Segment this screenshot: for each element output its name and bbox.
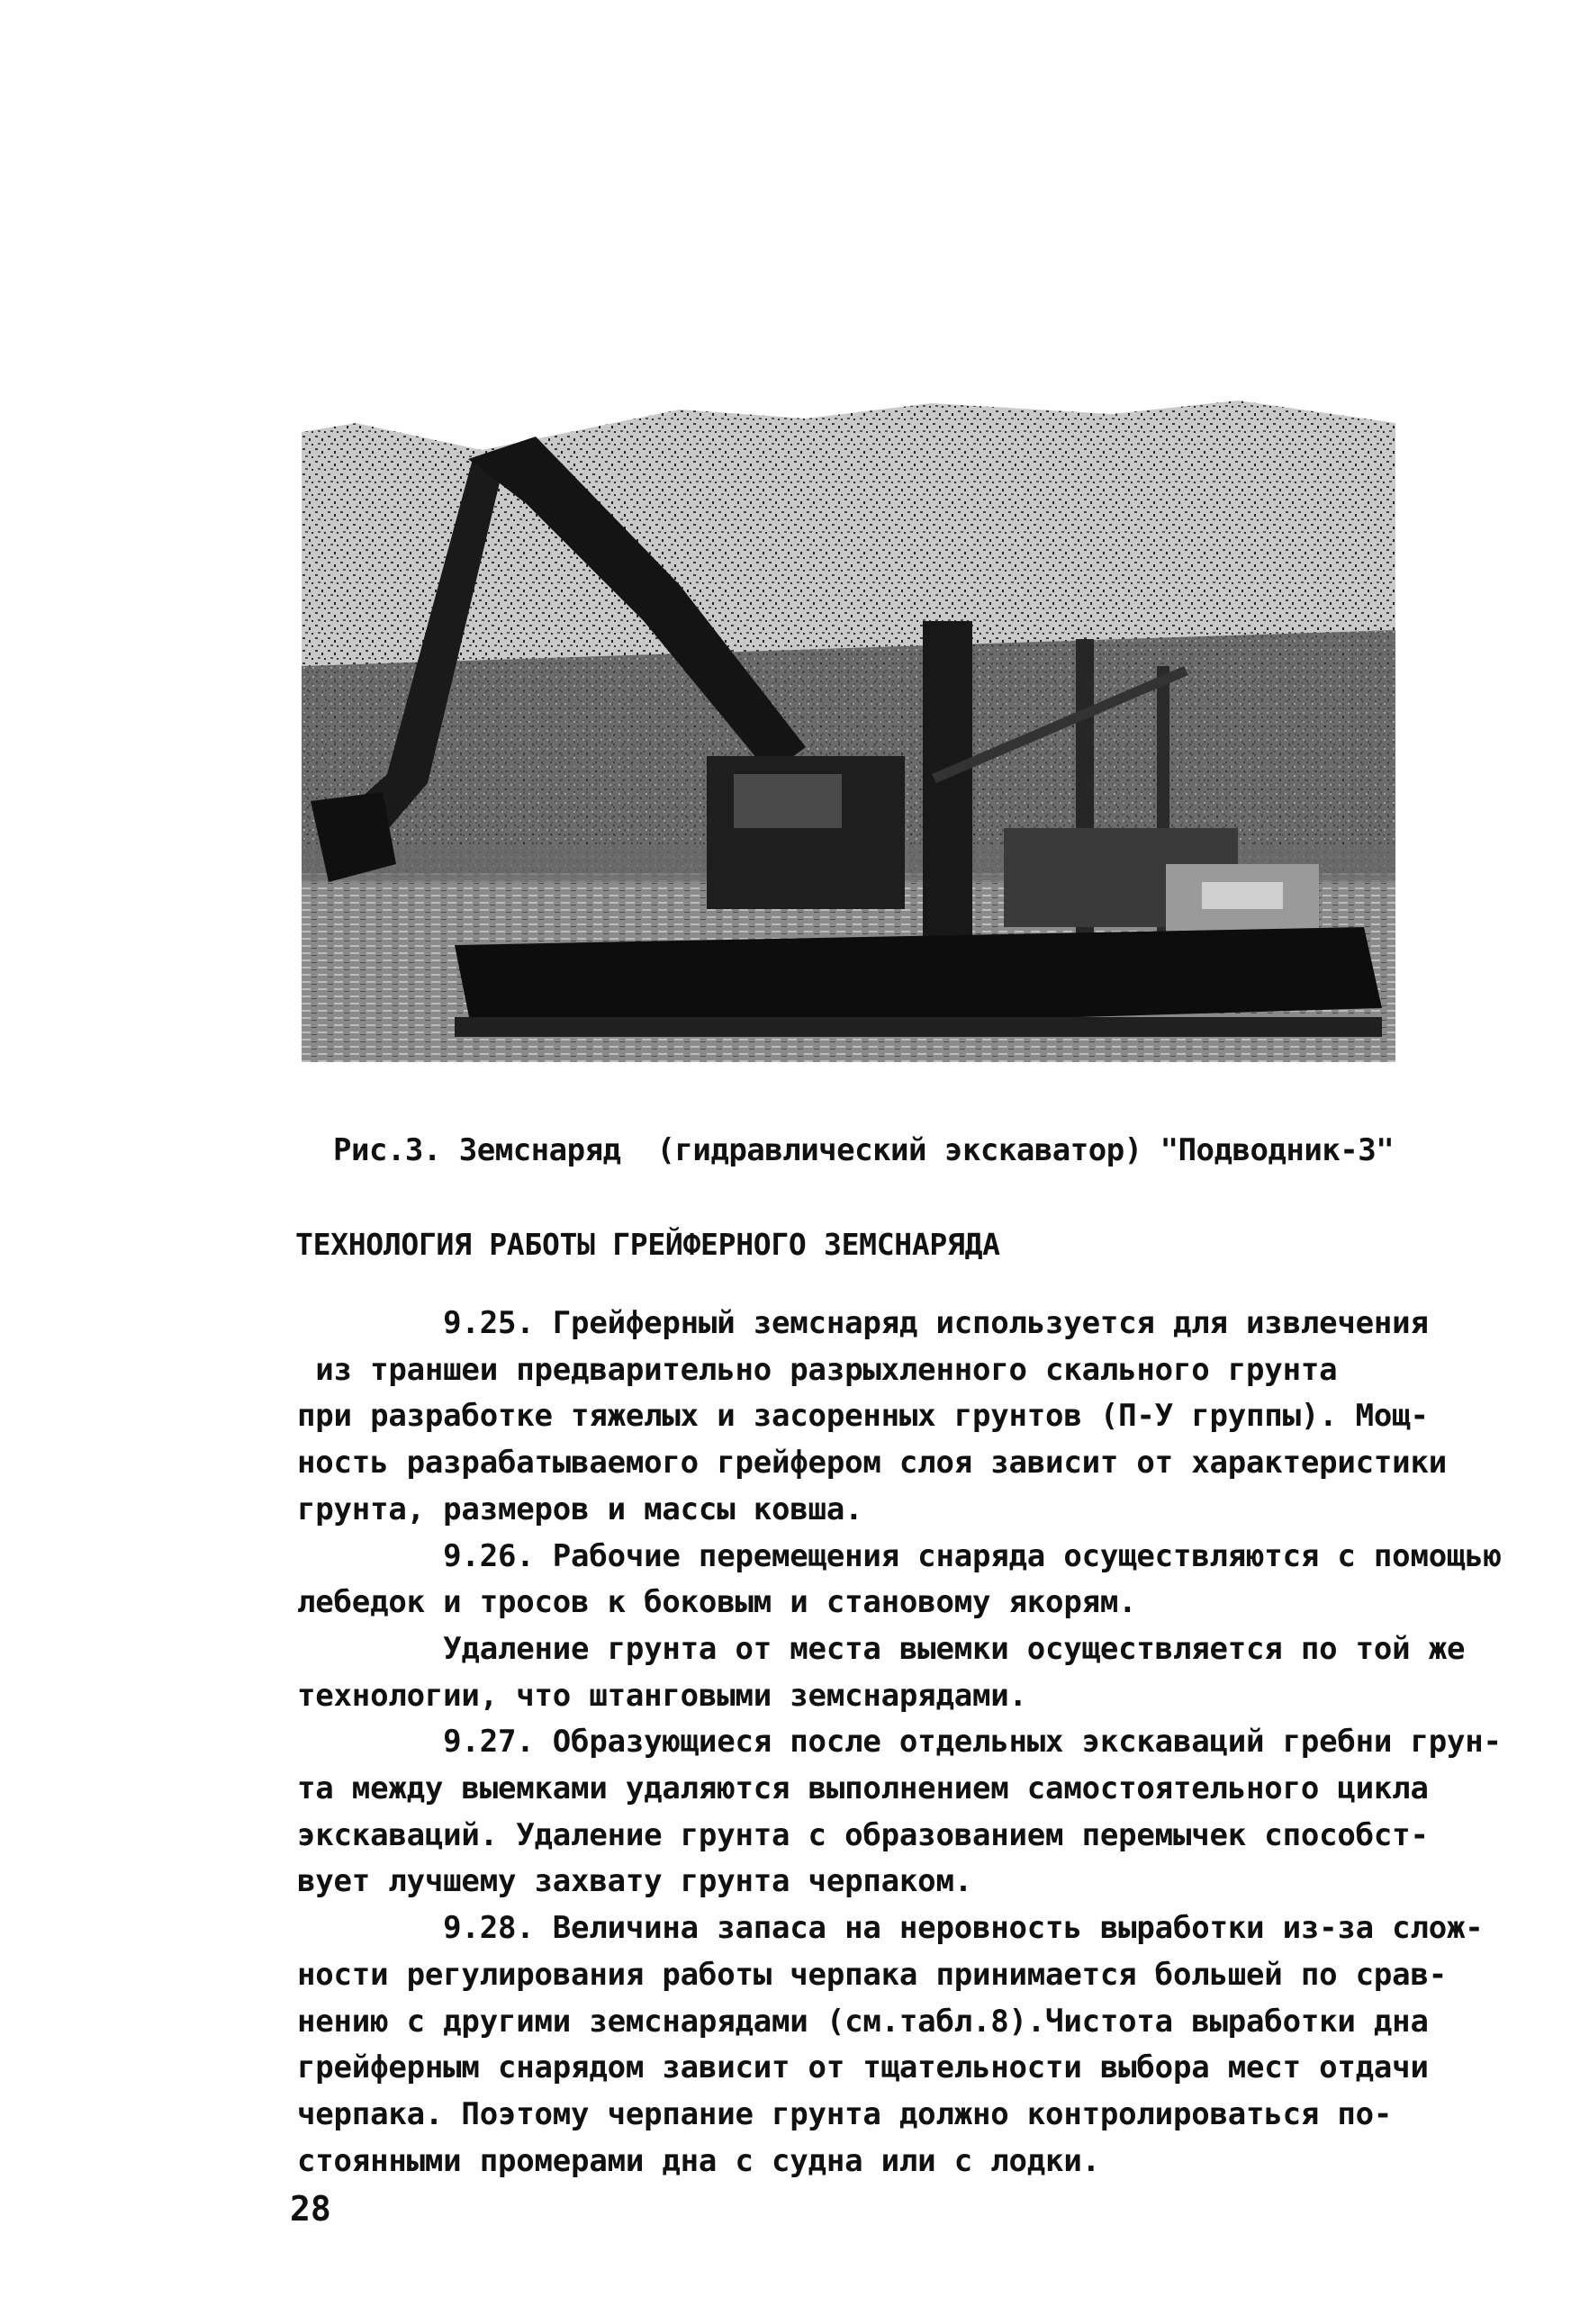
text-line: 9.28. Величина запаса на неровность выработки из-за слож- bbox=[297, 1910, 1484, 1947]
photo-dredger bbox=[302, 396, 1395, 1062]
text-line: при разработке тяжелых и засоренных грунтов (П-У группы). Мощ- bbox=[297, 1398, 1429, 1435]
page-number: 28 bbox=[290, 2189, 331, 2229]
text-line: стоянными промерами дна с судна или с лодки. bbox=[297, 2142, 1100, 2179]
text-line: из траншеи предварительно разрыхленного скального грунта bbox=[297, 1351, 1338, 1388]
text-line: грейферным снарядом зависит от тщательности выбора мест отдачи bbox=[297, 2049, 1429, 2086]
text-line: 9.26. Рабочие перемещения снаряда осуществляются с помощью bbox=[297, 1537, 1502, 1574]
figure-caption: Рис.3. Земснаряд (гидравлический экскаватор) "Подводник-3" bbox=[333, 1132, 1395, 1168]
text-line: технологии, что штанговыми земснарядами. bbox=[297, 1677, 1027, 1714]
text-line: Удаление грунта от места выемки осуществляется по той же bbox=[297, 1630, 1466, 1667]
text-line: ность разрабатываемого грейфером слоя зависит от характеристики bbox=[297, 1445, 1447, 1482]
text-line: нению с другими земснарядами (см.табл.8).Чистота выработки дна bbox=[297, 2003, 1429, 2040]
body-text bbox=[297, 1301, 1502, 2184]
text-line: черпака. Поэтому черпание грунта должно контролироваться по- bbox=[297, 2095, 1393, 2132]
text-line: 9.27. Образующиеся после отдельных экскаваций гребни грун- bbox=[297, 1724, 1502, 1761]
text-line: та между выемками удаляются выполнением самостоятельного цикла bbox=[297, 1770, 1429, 1807]
text-line: грунта, размеров и массы ковша. bbox=[297, 1491, 863, 1527]
text-line: 9.25. Грейферный земснаряд используется для извлечения bbox=[297, 1305, 1429, 1341]
section-heading: ТЕХНОЛОГИЯ РАБОТЫ ГРЕЙФЕРНОГО ЗЕМСНАРЯДА bbox=[295, 1227, 1000, 1262]
text-line: вует лучшему захвату грунта черпаком. bbox=[297, 1863, 972, 1900]
text-line: экскаваций. Удаление грунта с образованием перемычек способст- bbox=[297, 1816, 1429, 1853]
text-line: лебедок и тросов к боковым и становому якорям. bbox=[297, 1584, 1137, 1621]
text-line: ности регулирования работы черпака принимается большей по срав- bbox=[297, 1956, 1447, 1993]
